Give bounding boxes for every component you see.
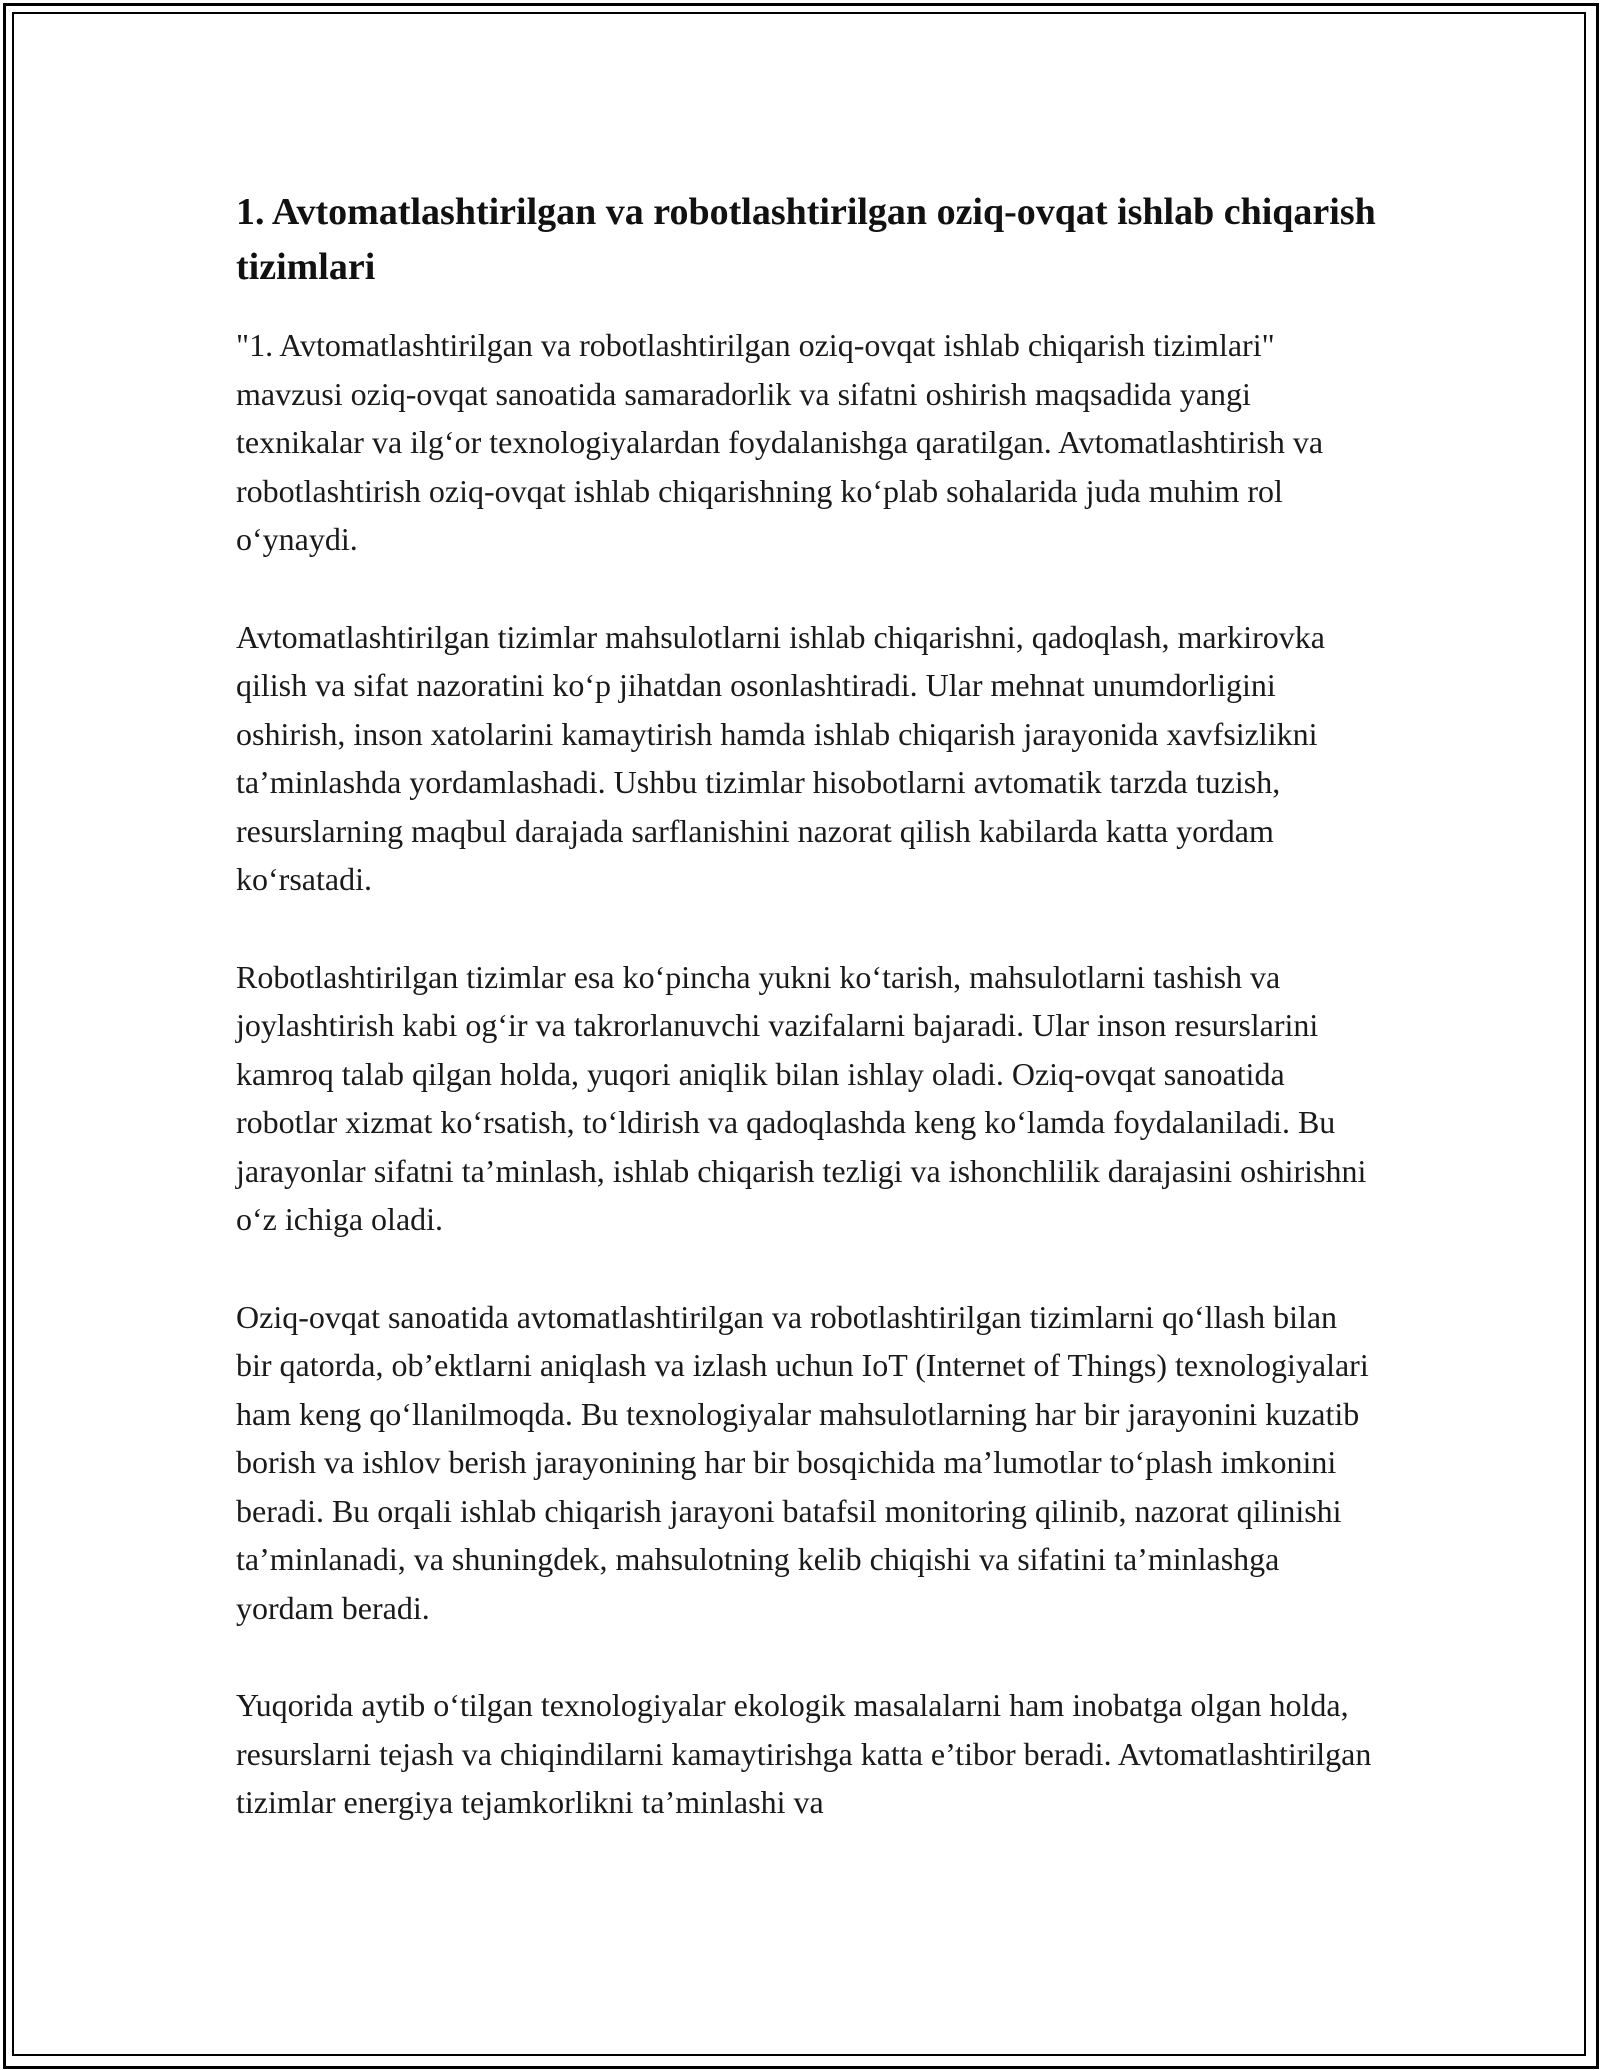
paragraph-automated-systems: Avtomatlashtirilgan tizimlar mahsulotlarni ishlab chiqarishni, qadoqlash, markirovka qilish va sifat nazoratini ko‘p jihatdan osonlashtiradi. Ular mehnat unumdorligini oshirish, inson xatolarini kamaytirish hamda ishlab chiqarish jarayonida xavfsizlikni ta’minlashda yordamlashadi. Ushbu tizimlar hisobotlarni avtomatik tarzda tuzish, resurslarning maqbul darajada sarflanishini nazorat qilish kabilarda katta yordam ko‘rsatadi. bbox=[236, 618, 1325, 897]
paragraph-iot: Oziq-ovqat sanoatida avtomatlashtirilgan va robotlashtirilgan tizimlarni qo‘llash bilan bir qatorda, ob’ektlarni aniqlash va izlash uchun IoT (Internet of Things) texnologiyalari ham keng qo‘llanilmoqda. Bu texnologiyalar mahsulotlarning har bir jarayonini kuzatib borish va ishlov berish jarayonining har bir bosqichida ma’lumotlar to‘plash imkonini beradi. Bu orqali ishlab chiqarish jarayoni batafsil monitoring qilinib, nazorat qilinishi ta’minlanadi, va shuningdek, mahsulotning kelib chiqishi va sifatini ta’minlashga yordam beradi. bbox=[236, 1298, 1369, 1626]
paragraph-robotic-systems: Robotlashtirilgan tizimlar esa ko‘pincha yukni ko‘tarish, mahsulotlarni tashish va joylashtirish kabi og‘ir va takrorlanuvchi vazifalarni bajaradi. Ular inson resurslarini kamroq talab qilgan holda, yuqori aniqlik bilan ishlay oladi. Oziq-ovqat sanoatida robotlar xizmat ko‘rsatish, to‘ldirish va qadoqlashda keng ko‘lamda foydalaniladi. Bu jarayonlar sifatni ta’minlash, ishlab chiqarish tezligi va ishonchlilik darajasini oshirishni o‘z ichiga oladi. bbox=[236, 958, 1367, 1237]
document-body bbox=[236, 185, 1376, 1876]
paragraph-ecology: Yuqorida aytib o‘tilgan texnologiyalar ekologik masalalarni ham inobatga olgan holda, resurslarni tejash va chiqindilarni kamaytirishga katta e’tibor beradi. Avtomatlashtirilgan tizimlar energiya tejamkorlikni ta’minlashi va bbox=[236, 1687, 1372, 1820]
paragraph-intro: "1. Avtomatlashtirilgan va robotlashtirilgan oziq-ovqat ishlab chiqarish tizimlari" mavzusi oziq-ovqat sanoatida samaradorlik va sifatni oshirish maqsadida yangi texnikalar va ilg‘or texnologiyalardan foydalanishga qaratilgan. Avtomatlashtirish va robotlashtirish oziq-ovqat ishlab chiqarishning ko‘plab sohalarida juda muhim rol o‘ynaydi. bbox=[236, 327, 1324, 557]
section-title: 1. Avtomatlashtirilgan va robotlashtirilgan oziq-ovqat ishlab chiqarish tizimlari bbox=[236, 191, 1376, 288]
